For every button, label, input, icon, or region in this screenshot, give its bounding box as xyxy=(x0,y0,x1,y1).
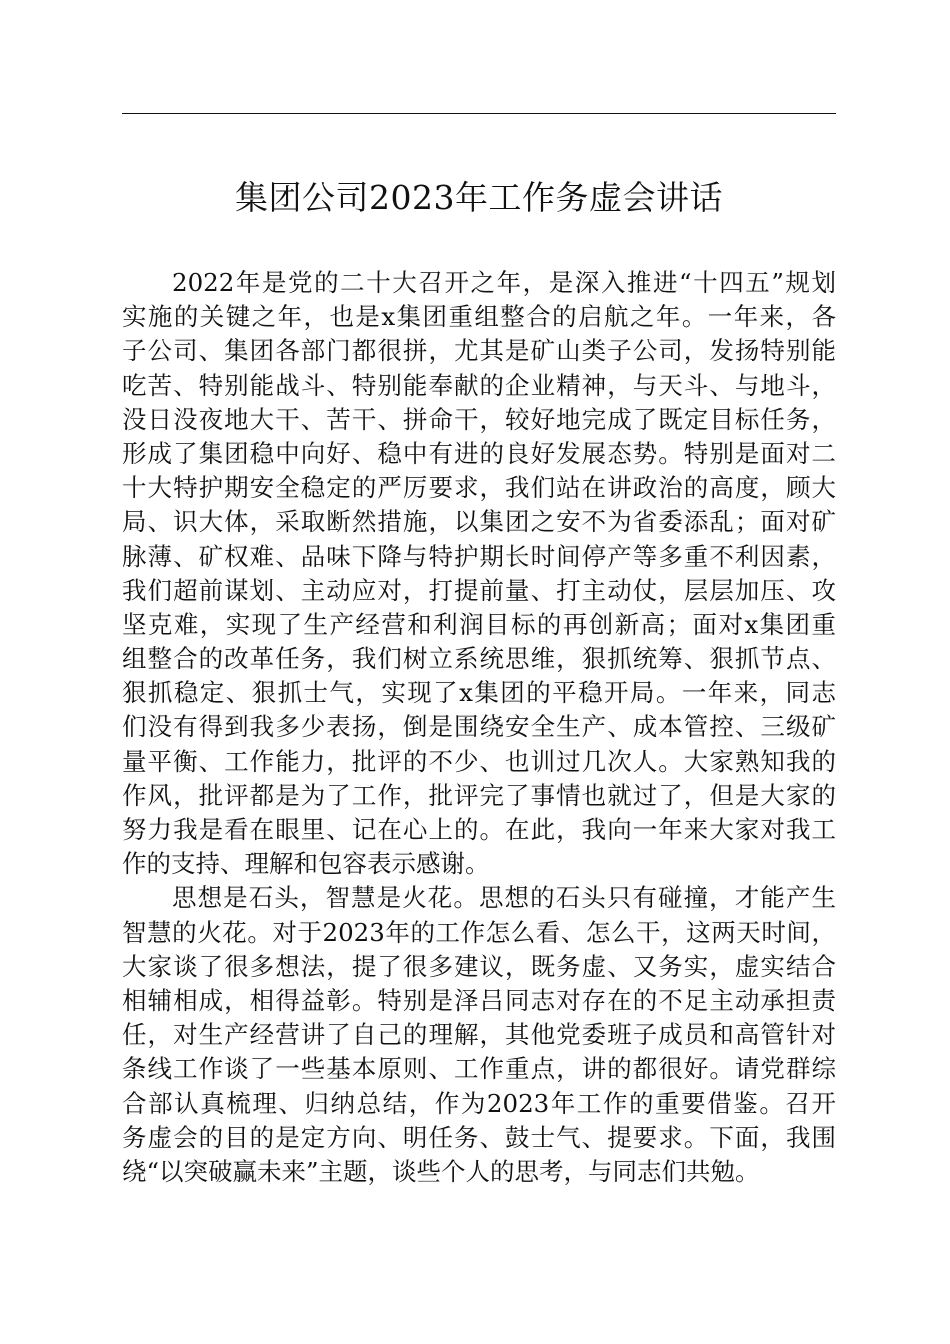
paragraph-line: 思想是石头，智慧是火花。思想的石头只有碰撞，才能产生 xyxy=(172,883,836,913)
paragraph-line: 2022年是党的二十大召开之年，是深入推进“十四五”规划 xyxy=(172,268,836,297)
paragraph-line: 十大特护期安全稳定的严厉要求，我们站在讲政治的高度，顾大 xyxy=(122,473,836,503)
paragraph-line: 我们超前谋划、主动应对，打提前量、打主动仗，层层加压、攻 xyxy=(122,575,836,605)
paragraph-line: 吃苦、特别能战斗、特别能奉献的企业精神，与天斗、与地斗， xyxy=(122,370,836,400)
paragraph-line: 局、识大体，采取断然措施，以集团之安不为省委添乱；面对矿 xyxy=(122,507,836,537)
paragraph-line: 大家谈了很多想法，提了很多建议，既务虚、又务实，虚实结合 xyxy=(122,951,836,981)
paragraph-line: 作风，批评都是为了工作，批评完了事情也就过了，但是大家的 xyxy=(122,780,836,810)
paragraph-line: 们没有得到我多少表扬，倒是围绕安全生产、成本管控、三级矿 xyxy=(122,712,836,742)
paragraph-line: 智慧的火花。对于2023年的工作怎么看、怎么干，这两天时间， xyxy=(122,917,836,947)
paragraph-line: 合部认真梳理、归纳总结，作为2023年工作的重要借鉴。召开 xyxy=(122,1088,836,1118)
paragraph-line: 实施的关键之年，也是x集团重组整合的启航之年。一年来，各 xyxy=(122,302,836,332)
paragraph-line: 量平衡、工作能力，批评的不少、也训过几次人。大家熟知我的 xyxy=(122,746,836,776)
paragraph-line: 狠抓稳定、狠抓士气，实现了x集团的平稳开局。一年来，同志 xyxy=(122,678,836,708)
paragraph-line: 务虚会的目的是定方向、明任务、鼓士气、提要求。下面，我围 xyxy=(122,1122,836,1152)
paragraph-line: 形成了集团稳中向好、稳中有进的良好发展态势。特别是面对二 xyxy=(122,438,836,468)
paragraph-line: 努力我是看在眼里、记在心上的。在此，我向一年来大家对我工 xyxy=(122,815,836,844)
paragraph-line: 脉薄、矿权难、品味下降与特护期长时间停产等多重不利因素， xyxy=(122,541,836,571)
paragraph-line: 没日没夜地大干、苦干、拼命干，较好地完成了既定目标任务， xyxy=(122,404,836,434)
paragraph xyxy=(122,266,836,881)
paragraph-line: 相辅相成，相得益彰。特别是泽吕同志对存在的不足主动承担责 xyxy=(122,985,836,1015)
paragraph xyxy=(122,881,836,1189)
paragraph-line: 组整合的改革任务，我们树立系统思维，狠抓统筹、狠抓节点、 xyxy=(122,644,836,674)
paragraph-line: 作的支持、理解和包容表示感谢。 xyxy=(122,849,490,879)
header-rule xyxy=(122,113,836,114)
paragraph-line: 绕“以突破赢未来”主题，谈些个人的思考，与同志们共勉。 xyxy=(122,1156,760,1186)
document-body xyxy=(122,266,836,1189)
paragraph-line: 坚克难，实现了生产经营和利润目标的再创新高；面对x集团重 xyxy=(122,609,836,639)
paragraph-line: 子公司、集团各部门都很拼，尤其是矿山类子公司，发扬特别能 xyxy=(122,336,836,366)
paragraph-line: 任，对生产经营讲了自己的理解，其他党委班子成员和高管针对 xyxy=(122,1020,836,1050)
paragraph-line: 条线工作谈了一些基本原则、工作重点，讲的都很好。请党群综 xyxy=(122,1054,836,1084)
document-title: 集团公司2023年工作务虚会讲话 xyxy=(235,178,723,217)
